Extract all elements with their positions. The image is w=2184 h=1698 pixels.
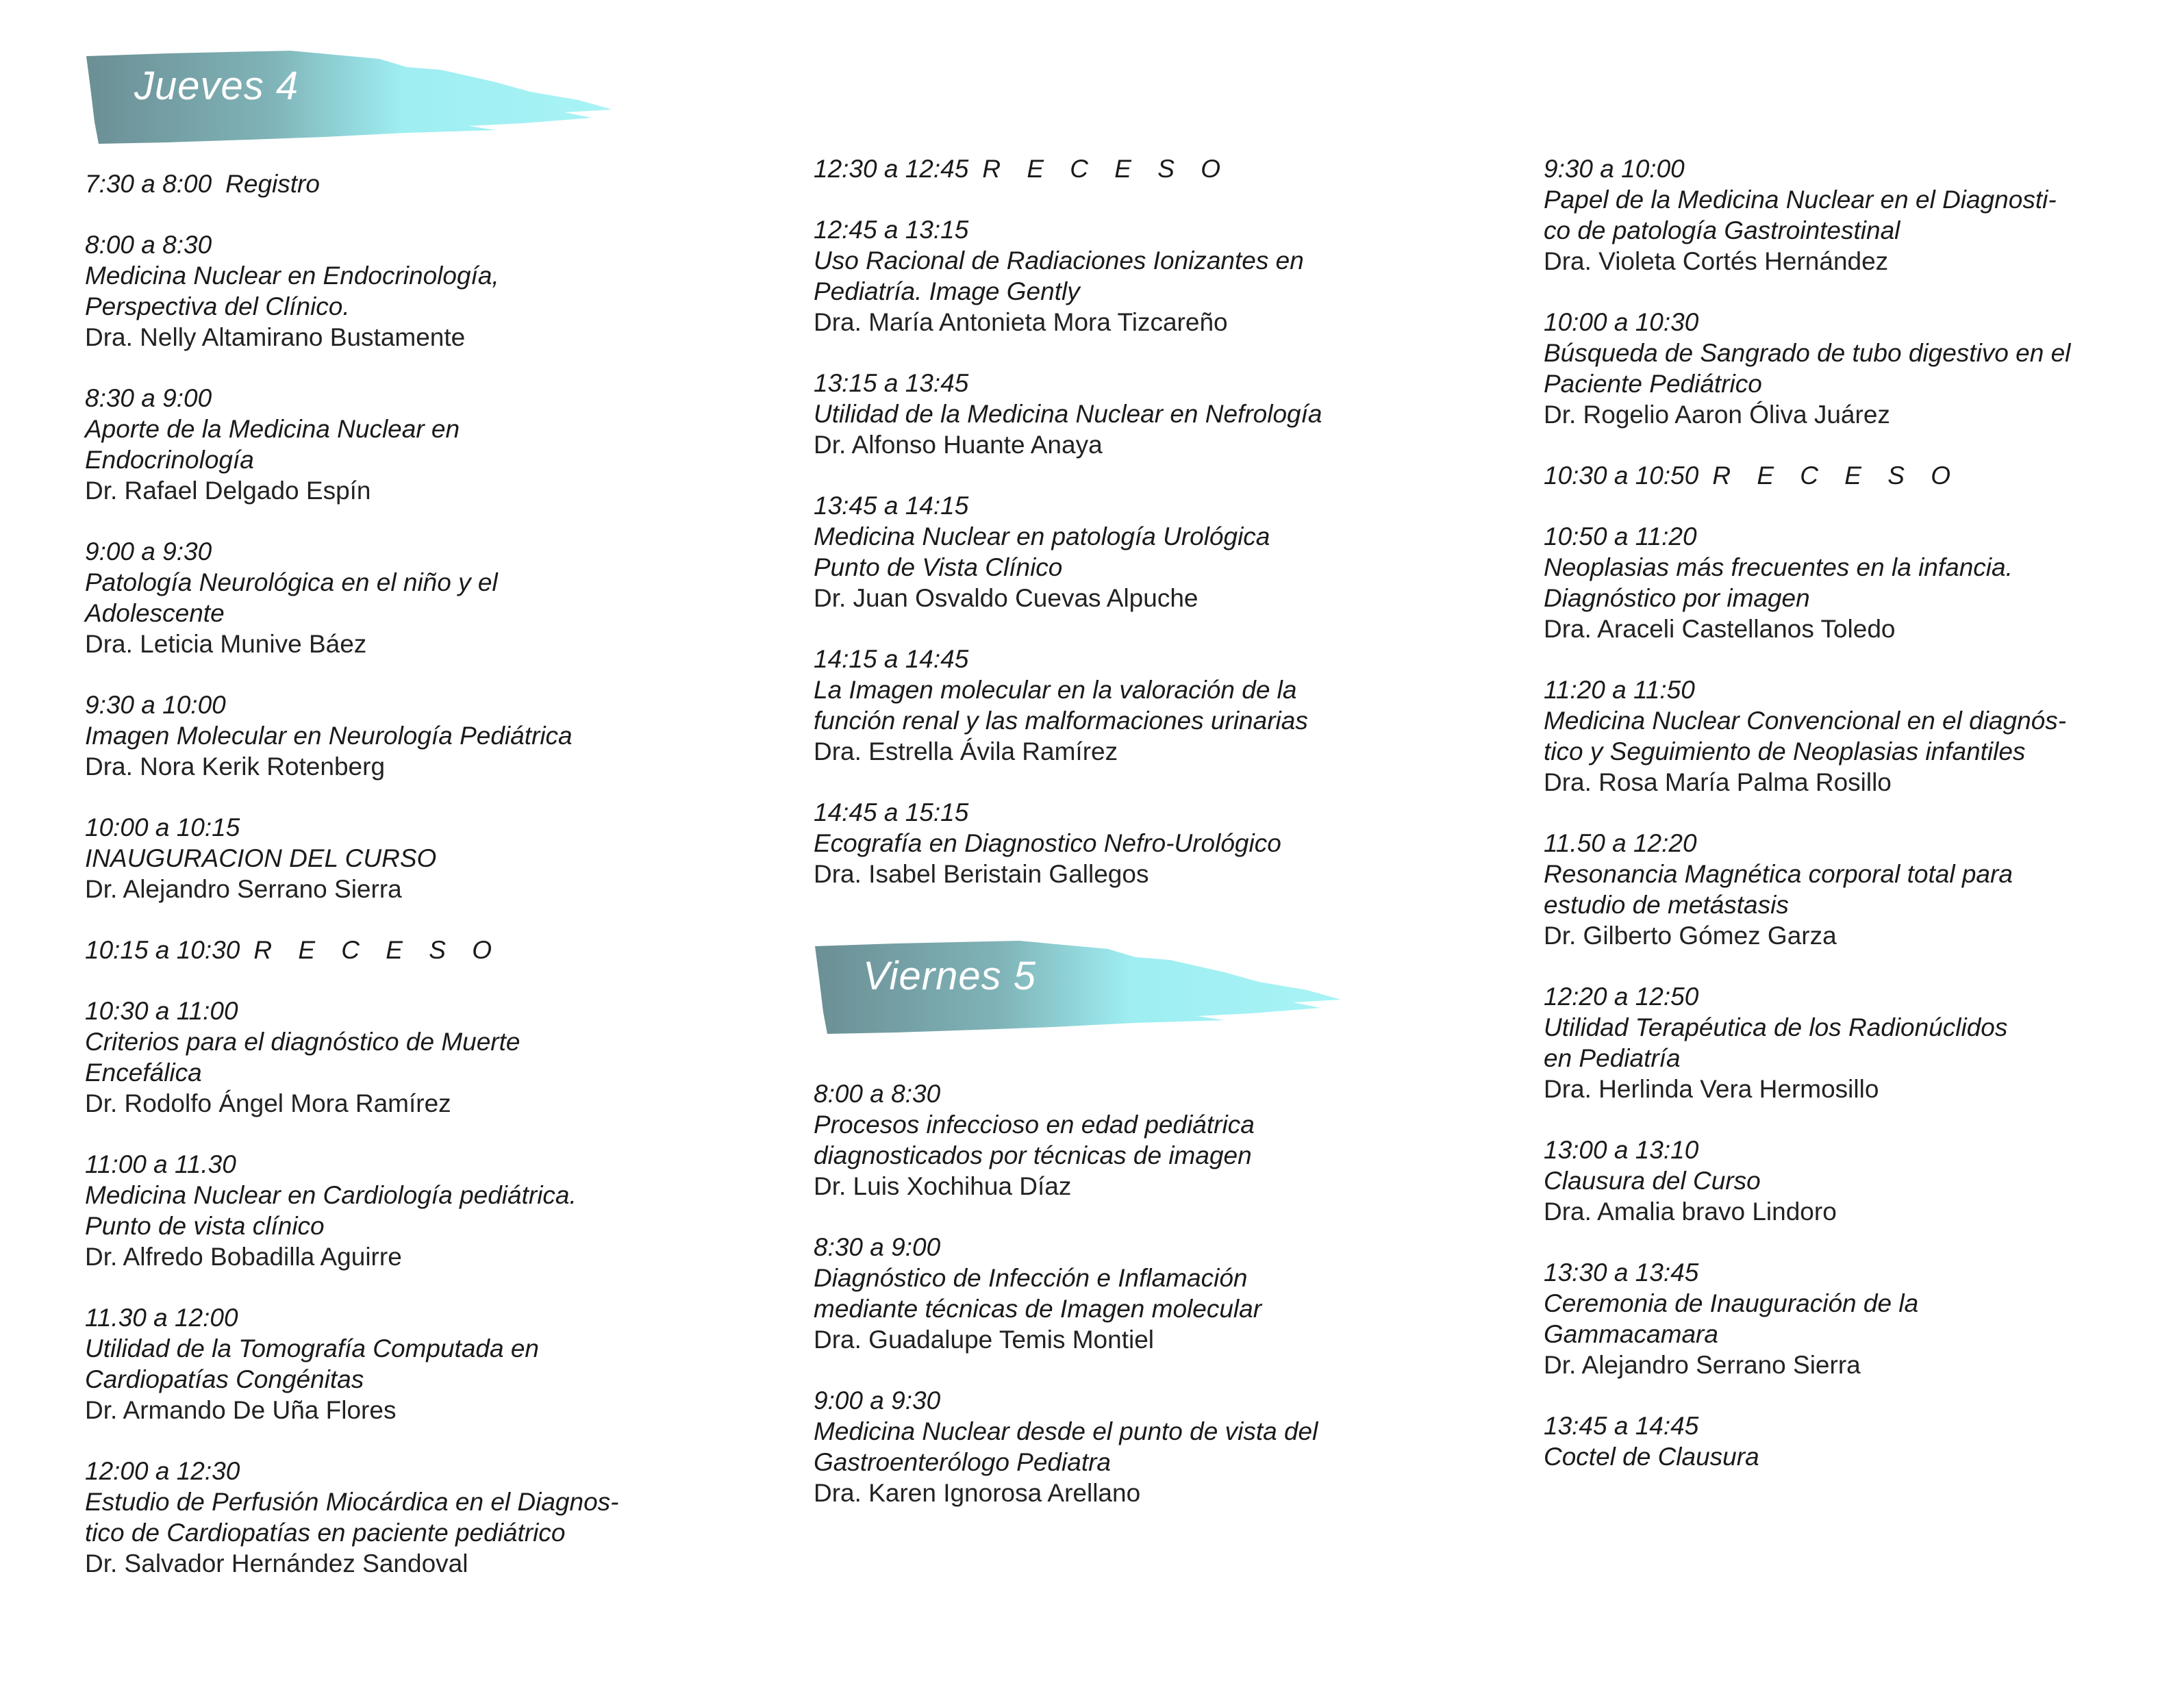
- session-time: 10:30 a 11:00: [85, 997, 238, 1025]
- session-time: 10:15 a 10:30: [85, 936, 240, 964]
- registration-label: Registro: [225, 170, 320, 198]
- session-time: 13:45 a 14:15: [814, 492, 969, 520]
- registration-item: [85, 168, 618, 199]
- session-item: [1544, 1135, 2070, 1227]
- session-speaker: Dra. Estrella Ávila Ramírez: [814, 737, 1118, 765]
- session-speaker: Dr. Gilberto Gómez Garza: [1544, 922, 1837, 950]
- session-time: 12:45 a 13:15: [814, 216, 969, 244]
- recess-label: R E C E S O: [1712, 461, 1960, 490]
- session-speaker: Dra. Violeta Cortés Hernández: [1544, 247, 1889, 275]
- session-list-viernes: [814, 1078, 1318, 1538]
- session-title: Medicina Nuclear en patología Urológica Punto de Vista Clínico: [814, 522, 1270, 581]
- session-title: Medicina Nuclear Convencional en el diagnós- tico y Seguimiento de Neoplasias infantiles: [1544, 707, 2067, 765]
- session-item: [1544, 1257, 2070, 1380]
- session-time: 9:30 a 10:00: [1544, 155, 1685, 183]
- session-title: Aporte de la Medicina Nuclear en Endocrinología: [85, 415, 460, 474]
- session-title: Neoplasias más frecuentes en la infancia. Diagnóstico por imagen: [1544, 553, 2013, 612]
- session-title: Procesos infeccioso en edad pediátrica diagnosticados por técnicas de imagen: [814, 1111, 1255, 1169]
- session-item: [85, 229, 618, 353]
- session-item: [814, 490, 1322, 613]
- session-speaker: Dr. Alfredo Bobadilla Aguirre: [85, 1243, 402, 1271]
- session-title: Utilidad de la Medicina Nuclear en Nefrología: [814, 400, 1322, 428]
- session-item: [85, 1456, 618, 1579]
- session-item: [814, 214, 1322, 338]
- session-title: Ecografía en Diagnostico Nefro-Urológico: [814, 829, 1281, 857]
- session-title: Clausura del Curso: [1544, 1167, 1761, 1195]
- session-title: Utilidad Terapéutica de los Radionúclidos en Pediatría: [1544, 1013, 2008, 1072]
- session-time: 7:30 a 8:00: [85, 170, 212, 198]
- session-speaker: Dra. María Antonieta Mora Tizcareño: [814, 308, 1228, 336]
- session-item: [85, 996, 618, 1119]
- session-time: 10:50 a 11:20: [1544, 522, 1697, 550]
- session-item: [814, 1078, 1318, 1202]
- session-time: 10:00 a 10:15: [85, 813, 240, 841]
- recess-item: [814, 153, 1322, 184]
- break-row: [1544, 461, 1960, 490]
- session-speaker: Dr. Alfonso Huante Anaya: [814, 431, 1103, 459]
- session-speaker: Dra. Araceli Castellanos Toledo: [1544, 615, 1896, 643]
- session-title: Medicina Nuclear en Endocrinología, Perspectiva del Clínico.: [85, 262, 499, 320]
- session-time: 12:20 a 12:50: [1544, 983, 1699, 1011]
- session-title: Estudio de Perfusión Miocárdica en el Diagnos- tico de Cardiopatías en paciente pediátrico: [85, 1488, 619, 1547]
- session-time: 13:00 a 13:10: [1544, 1136, 1699, 1164]
- session-time: 10:30 a 10:50: [1544, 461, 1699, 490]
- session-item: [1544, 153, 2070, 277]
- session-list-jueves-cont: [814, 153, 1322, 920]
- session-time: 8:00 a 8:30: [814, 1080, 941, 1108]
- session-title: Coctel de Clausura: [1544, 1443, 1759, 1471]
- session-title: Diagnóstico de Infección e Inflamación mediante técnicas de Imagen molecular: [814, 1264, 1262, 1323]
- session-time: 9:00 a 9:30: [85, 537, 212, 566]
- session-time: 8:30 a 9:00: [85, 384, 212, 412]
- day-title: Jueves 4: [134, 64, 299, 108]
- session-item: [85, 536, 618, 659]
- session-speaker: Dra. Leticia Munive Báez: [85, 630, 367, 658]
- break-row: [85, 936, 501, 964]
- break-row: [85, 170, 320, 198]
- session-time: 14:45 a 15:15: [814, 798, 969, 826]
- session-speaker: Dra. Amalia bravo Lindoro: [1544, 1198, 1837, 1226]
- session-item: [814, 1385, 1318, 1508]
- recess-label: R E C E S O: [253, 936, 501, 964]
- session-speaker: Dra. Nora Kerik Rotenberg: [85, 752, 386, 781]
- session-title: Búsqueda de Sangrado de tubo digestivo en el Paciente Pediátrico: [1544, 339, 2071, 398]
- session-item: [85, 1302, 618, 1425]
- session-time: 9:00 a 9:30: [814, 1386, 941, 1415]
- session-time: 14:15 a 14:45: [814, 645, 969, 673]
- session-title: Ceremonia de Inauguración de la Gammacamara: [1544, 1289, 1919, 1348]
- session-speaker: Dr. Juan Osvaldo Cuevas Alpuche: [814, 584, 1198, 612]
- session-title: Patología Neurológica en el niño y el Adolescente: [85, 568, 498, 627]
- session-title: Utilidad de la Tomografía Computada en Cardiopatías Congénitas: [85, 1334, 539, 1393]
- session-title: La Imagen molecular en la valoración de la función renal y las malformaciones urinarias: [814, 676, 1308, 735]
- session-item: [814, 1232, 1318, 1355]
- session-title: INAUGURACION DEL CURSO: [85, 844, 437, 872]
- session-time: 8:30 a 9:00: [814, 1233, 941, 1261]
- day-title: Viernes 5: [863, 954, 1036, 998]
- recess-label: R E C E S O: [982, 155, 1230, 183]
- session-list-viernes-cont: [1544, 153, 2070, 1502]
- session-speaker: Dra. Rosa María Palma Rosillo: [1544, 768, 1892, 796]
- session-item: [1544, 521, 2070, 644]
- session-speaker: Dra. Guadalupe Temis Montiel: [814, 1326, 1155, 1354]
- session-time: 13:45 a 14:45: [1544, 1412, 1699, 1440]
- session-item: [85, 383, 618, 506]
- session-title: Medicina Nuclear en Cardiología pediátrica. Punto de vista clínico: [85, 1181, 577, 1240]
- session-time: 12:00 a 12:30: [85, 1457, 240, 1485]
- session-speaker: Dr. Rafael Delgado Espín: [85, 477, 371, 505]
- session-title: Papel de la Medicina Nuclear en el Diagnosti- co de patología Gastrointestinal: [1544, 186, 2057, 244]
- session-time: 11.50 a 12:20: [1544, 829, 1697, 857]
- session-item: [85, 812, 618, 904]
- session-item: [1544, 828, 2070, 951]
- session-list-jueves: [85, 168, 618, 1609]
- day-header-jueves: [85, 47, 619, 149]
- session-item: [1544, 674, 2070, 798]
- session-title: Criterios para el diagnóstico de Muerte Encefálica: [85, 1028, 520, 1087]
- session-time: 8:00 a 8:30: [85, 231, 212, 259]
- session-time: 10:00 a 10:30: [1544, 308, 1699, 336]
- session-speaker: Dr. Rodolfo Ángel Mora Ramírez: [85, 1089, 451, 1117]
- session-item: [814, 644, 1322, 767]
- session-title: Resonancia Magnética corporal total para estudio de metástasis: [1544, 860, 2013, 919]
- session-time: 11:00 a 11.30: [85, 1150, 236, 1178]
- session-title: Imagen Molecular en Neurología Pediátrica: [85, 722, 573, 750]
- session-speaker: Dra. Karen Ignorosa Arellano: [814, 1479, 1141, 1507]
- day-header-viernes: [814, 937, 1348, 1039]
- session-speaker: Dr. Armando De Uña Flores: [85, 1396, 397, 1424]
- session-time: 12:30 a 12:45: [814, 155, 969, 183]
- session-item: [85, 1149, 618, 1272]
- session-item: [85, 689, 618, 782]
- recess-item: [85, 935, 618, 965]
- break-row: [814, 155, 1230, 183]
- session-speaker: Dr. Rogelio Aaron Óliva Juárez: [1544, 401, 1890, 429]
- session-speaker: Dr. Alejandro Serrano Sierra: [1544, 1351, 1861, 1379]
- session-item: [814, 797, 1322, 889]
- session-title: Uso Racional de Radiaciones Ionizantes en Pediatría. Image Gently: [814, 246, 1304, 305]
- recess-item: [1544, 460, 2070, 491]
- session-item: [1544, 1410, 2070, 1472]
- session-time: 13:15 a 13:45: [814, 369, 969, 397]
- session-item: [1544, 307, 2070, 430]
- session-speaker: Dra. Isabel Beristain Gallegos: [814, 860, 1149, 888]
- session-speaker: Dra. Nelly Altamirano Bustamente: [85, 323, 466, 351]
- session-time: 13:30 a 13:45: [1544, 1258, 1699, 1287]
- session-time: 11:20 a 11:50: [1544, 676, 1695, 704]
- session-title: Medicina Nuclear desde el punto de vista del Gastroenterólogo Pediatra: [814, 1417, 1318, 1476]
- session-speaker: Dr. Luis Xochihua Díaz: [814, 1172, 1072, 1200]
- session-speaker: Dr. Alejandro Serrano Sierra: [85, 875, 402, 903]
- session-time: 11.30 a 12:00: [85, 1304, 238, 1332]
- session-speaker: Dr. Salvador Hernández Sandoval: [85, 1549, 468, 1577]
- session-item: [814, 368, 1322, 460]
- session-time: 9:30 a 10:00: [85, 691, 226, 719]
- session-item: [1544, 981, 2070, 1104]
- session-speaker: Dra. Herlinda Vera Hermosillo: [1544, 1075, 1879, 1103]
